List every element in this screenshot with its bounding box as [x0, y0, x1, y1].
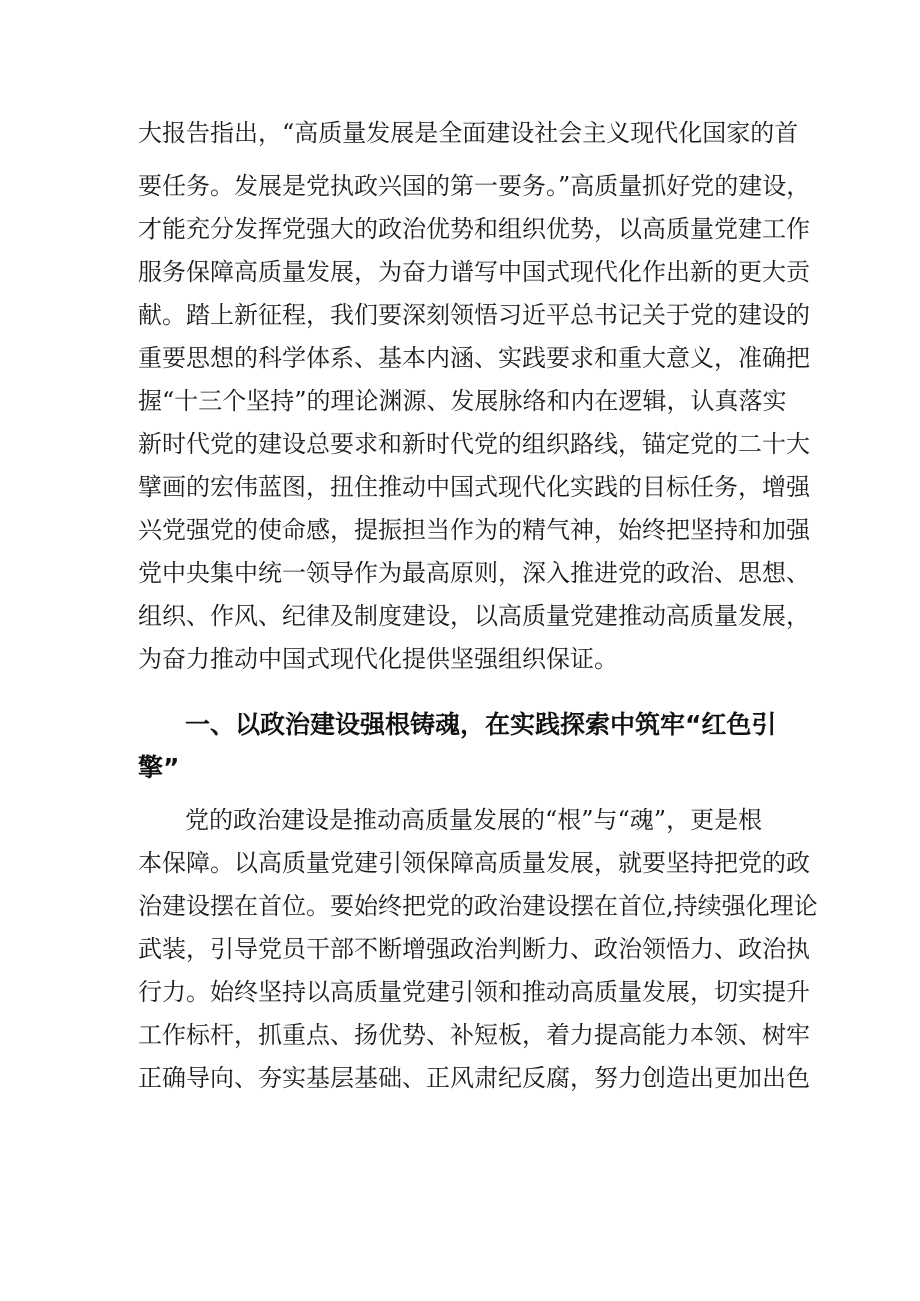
- paragraph-line: 为奋力推动中国式现代化提供坚强组织保证。: [138, 645, 618, 673]
- paragraph-line: 大报告指出，“高质量发展是全面建设社会主义现代化国家的首: [138, 119, 799, 147]
- paragraph-line: 擘画的宏伟蓝图，扭住推动中国式现代化实践的目标任务，增强: [138, 473, 810, 501]
- paragraph-line: 献。踏上新征程，我们要深刻领悟习近平总书记关于党的建设的: [138, 301, 810, 329]
- paragraph-line: 重要思想的科学体系、基本内涵、实践要求和重大意义，准确把: [138, 344, 810, 372]
- paragraph-line: 工作标杆，抓重点、扬优势、补短板，着力提高能力本领、树牢: [138, 1021, 810, 1049]
- paragraph-line: 正确导向、夯实基层基础、正风肃纪反腐，努力创造出更加出色: [138, 1064, 810, 1092]
- paragraph-line: 组织、作风、纪律及制度建设，以高质量党建推动高质量发展，: [138, 602, 810, 630]
- paragraph-line: 治建设摆在首位。要始终把党的政治建设摆在首位,持续强化理论: [138, 892, 818, 920]
- paragraph-line: 本保障。以高质量党建引领保障高质量发展，就要坚持把党的政: [138, 849, 810, 877]
- paragraph-line: 党中央集中统一领导作为最高原则，深入推进党的政治、思想、: [138, 559, 810, 587]
- paragraph-line: 行力。始终坚持以高质量党建引领和推动高质量发展，切实提升: [138, 978, 810, 1006]
- paragraph-line: 武装，引导党员干部不断增强政治判断力、政治领悟力、政治执: [138, 935, 810, 963]
- paragraph-line: 要任务。发展是党执政兴国的第一要务。”高质量抓好党的建设，: [138, 172, 811, 200]
- paragraph-line: 才能充分发挥党强大的政治优势和组织优势，以高质量党建工作: [138, 215, 810, 243]
- paragraph-line: 握“十三个坚持”的理论渊源、发展脉络和内在逻辑，认真落实: [138, 387, 787, 415]
- section-heading: 一、以政治建设强根铸魂，在实践探索中筑牢“红色引: [185, 710, 777, 739]
- paragraph-line: 服务保障高质量发展，为奋力谱写中国式现代化作出新的更大贡: [138, 258, 810, 286]
- paragraph-line: 党的政治建设是推动高质量发展的“根”与“魂”，更是根: [185, 806, 763, 834]
- section-heading-continuation: 擎”: [138, 753, 180, 782]
- paragraph-line: 新时代党的建设总要求和新时代党的组织路线，锚定党的二十大: [138, 430, 810, 458]
- paragraph-line: 兴党强党的使命感，提振担当作为的精气神，始终把坚持和加强: [138, 516, 810, 544]
